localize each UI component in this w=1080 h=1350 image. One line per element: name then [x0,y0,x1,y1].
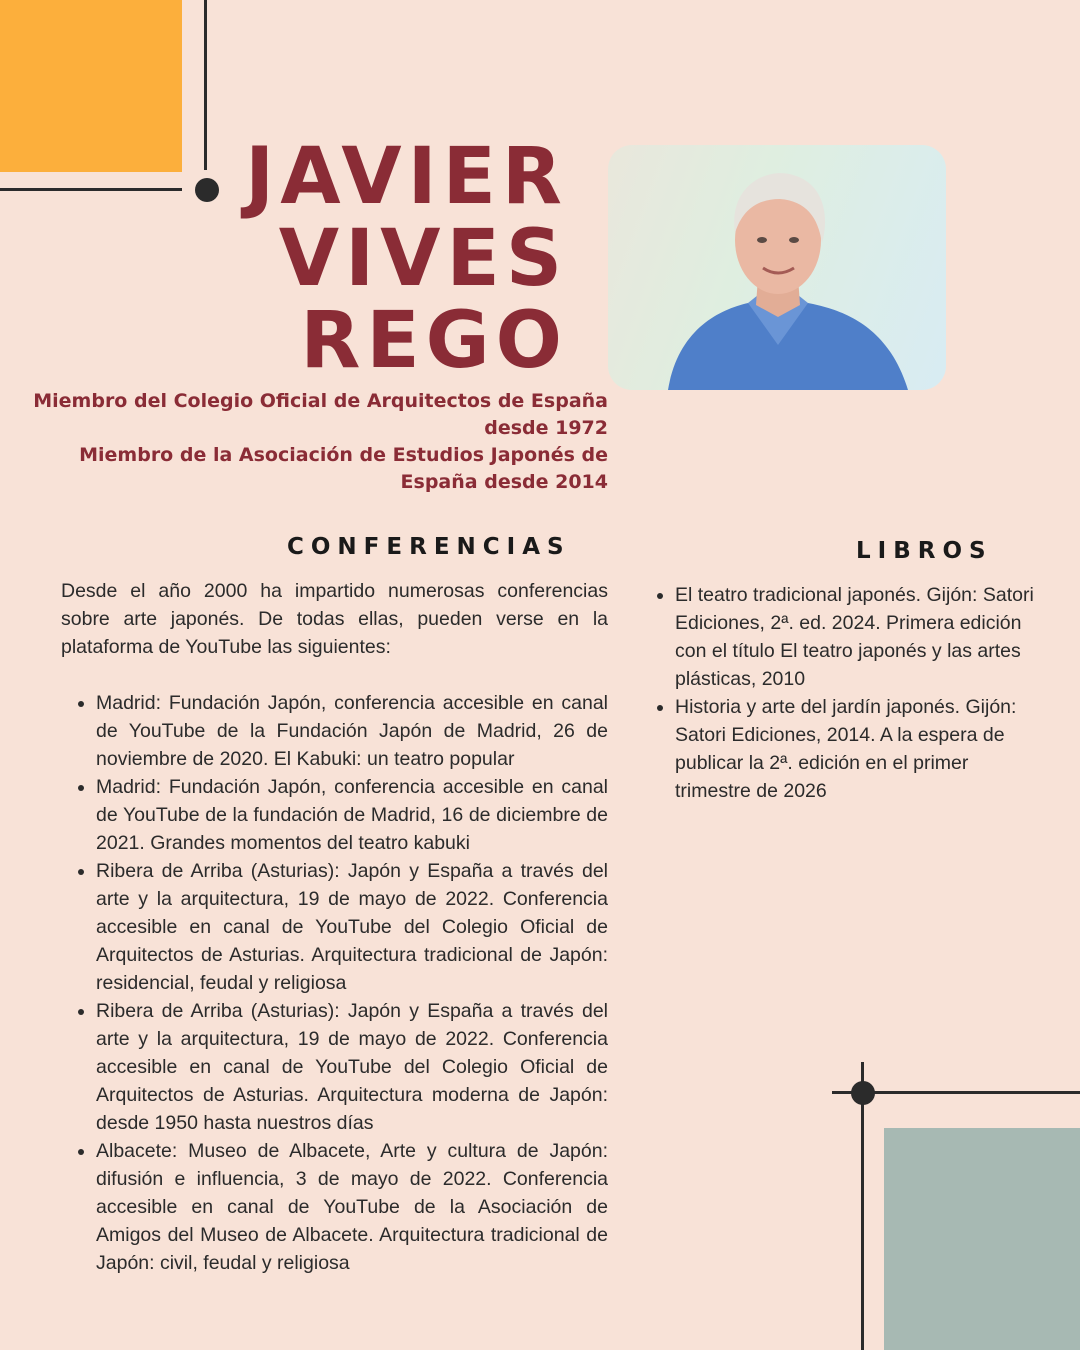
libros-section [640,581,1045,805]
memberships [20,388,608,496]
conference-item: • Madrid: Fundación Japón, conferencia accesible en canal de YouTube de la Fundación Japón de Madrid, 26 de noviembre de 2020. El Kabuki: un teatro popular [96,689,608,773]
membership-architects: Miembro del Colegio Oficial de Arquitectos de España desde 1972 [33,390,608,439]
conference-item: • Ribera de Arriba (Asturias): Japón y España a través del arte y la arquitectura, 19 de mayo de 2022. Conferencia accesible en canal de YouTube del Colegio Oficial de Arquitectos de Asturias. Arquitectura tradicional de Japón: residencial, feudal y religiosa [96,857,608,997]
conference-item: • Ribera de Arriba (Asturias): Japón y España a través del arte y la arquitectura, 19 de mayo de 2022. Conferencia accesible en canal de YouTube del Colegio Oficial de Arquitectos de Asturias. Arquitectura moderna de Japón: desde 1950 hasta nuestros días [96,997,608,1137]
conference-item: • Madrid: Fundación Japón, conferencia accesible en canal de YouTube de la fundación de Madrid, 16 de diciembre de 2021. Grandes momentos del teatro kabuki [96,773,608,857]
name-line-third: REGO [300,296,568,386]
libros-list [640,581,1045,805]
decorative-dot-bottom [851,1081,875,1105]
conferencias-heading: CONFERENCIAS [287,534,571,560]
decorative-yellow-square [0,0,182,172]
conference-item: • Albacete: Museo de Albacete, Arte y cultura de Japón: difusión e influencia, 3 de mayo de 2022. Conferencia accesible en canal de YouTube de la Asociación de Amigos del Museo de Albacete. Arquitectura tradicional de Japón: civil, feudal y religiosa [96,1137,608,1277]
membership-japanese-studies: Miembro de la Asociación de Estudios Japonés de España desde 2014 [79,444,608,493]
name-line-second: VIVES [278,214,568,304]
decorative-vertical-line-top [204,0,207,170]
decorative-dot-top [195,178,219,202]
conferencias-intro: Desde el año 2000 ha impartido numerosas conferencias sobre arte japonés. De todas ellas, pueden verse en la plataforma de YouTube las siguientes: [61,580,608,658]
conferencias-list [61,689,608,1277]
name-line-first: JAVIER [245,132,568,222]
decorative-horizontal-line-top [0,188,182,191]
book-item: • El teatro tradicional japonés. Gijón: Satori Ediciones, 2ª. ed. 2024. Primera edición con el título El teatro japonés y las artes plásticas, 2010 [675,581,1045,693]
decorative-gray-square [884,1128,1080,1350]
person-name [245,132,568,386]
libros-heading: LIBROS [856,538,993,564]
portrait-photo [608,145,946,390]
conferencias-section [61,577,608,1277]
decorative-vertical-line-bottom [861,1062,864,1350]
book-item: • Historia y arte del jardín japonés. Gijón: Satori Ediciones, 2014. A la espera de publicar la 2ª. edición en el primer trimestre de 2026 [675,693,1045,805]
